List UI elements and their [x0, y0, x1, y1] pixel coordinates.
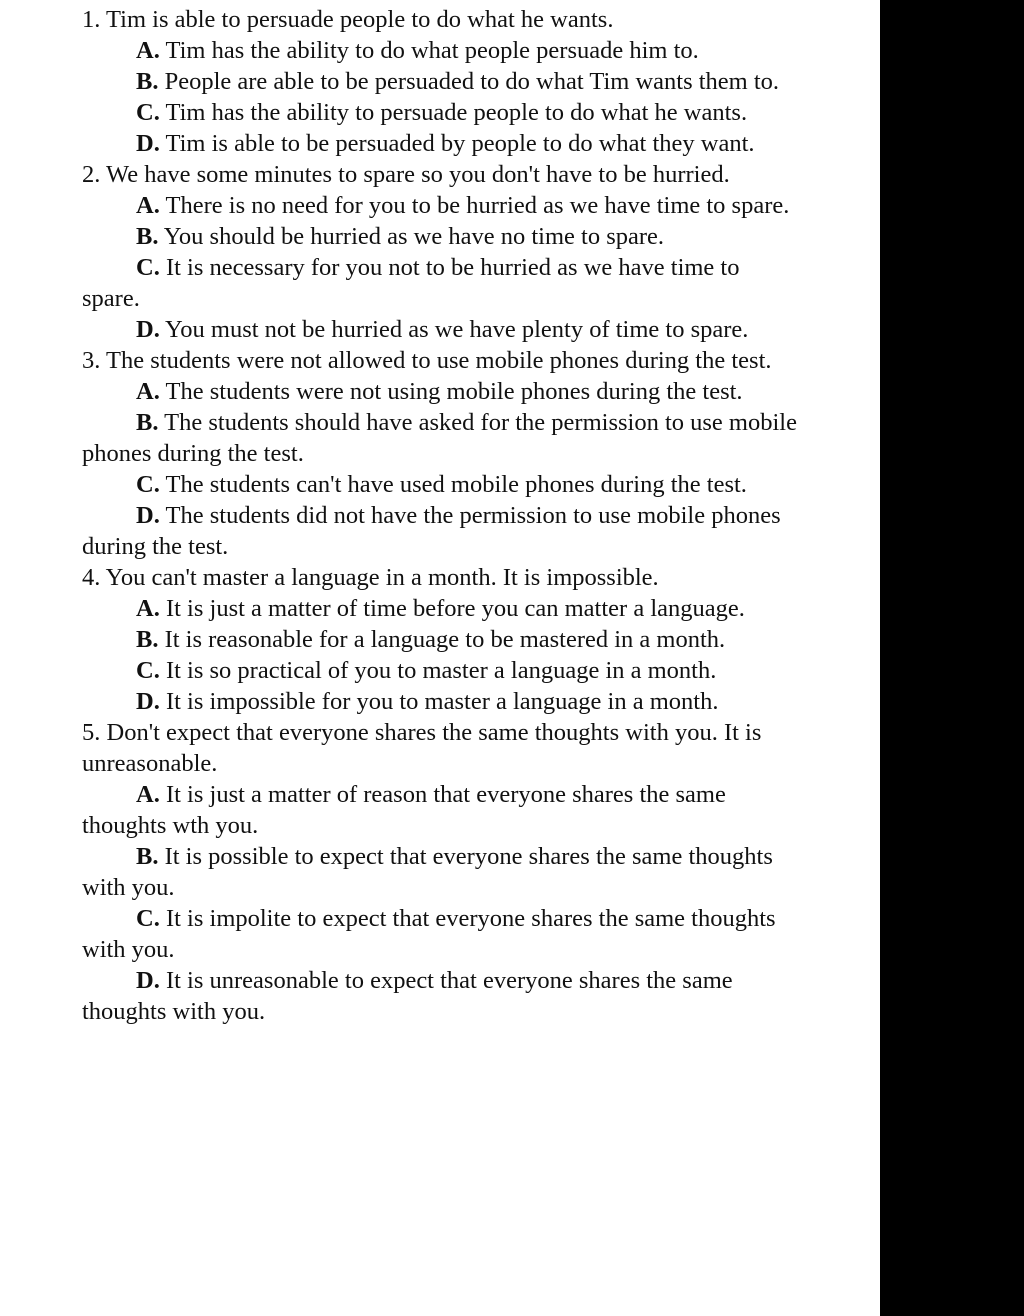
question-stem: 2. We have some minutes to spare so you don't have to be hurried.: [82, 161, 730, 188]
question-stem: 1. Tim is able to persuade people to do what he wants.: [82, 6, 614, 33]
option-letter: D.: [136, 967, 160, 994]
option-letter: C.: [136, 905, 160, 932]
option-letter: B.: [136, 68, 159, 95]
question-4: [82, 562, 797, 717]
option-a[interactable]: [82, 779, 797, 841]
option-letter: C.: [136, 99, 160, 126]
option-d[interactable]: [82, 314, 797, 345]
option-text: It is necessary for you not to be hurried as we have time to spare.: [82, 254, 740, 312]
option-letter: A.: [136, 781, 160, 808]
option-text: It is just a matter of time before you can matter a language.: [165, 595, 745, 622]
option-letter: D.: [136, 688, 160, 715]
option-b[interactable]: [82, 624, 797, 655]
question-5: [82, 717, 797, 1027]
option-c[interactable]: [82, 469, 797, 500]
option-text: You should be hurried as we have no time to spare.: [163, 223, 665, 250]
option-d[interactable]: [82, 128, 797, 159]
option-text: Tim has the ability to do what people persuade him to.: [165, 37, 699, 64]
option-letter: A.: [136, 192, 160, 219]
right-black-margin: [880, 0, 1024, 1316]
questions-list: [82, 4, 797, 1027]
option-b[interactable]: [82, 841, 797, 903]
option-letter: B.: [136, 626, 159, 653]
option-letter: C.: [136, 471, 160, 498]
option-letter: B.: [136, 223, 159, 250]
option-text: There is no need for you to be hurried as we have time to spare.: [165, 192, 790, 219]
option-letter: C.: [136, 254, 160, 281]
question-stem: 4. You can't master a language in a month. It is impossible.: [82, 564, 659, 591]
option-letter: A.: [136, 595, 160, 622]
option-text: You must not be hurried as we have plenty of time to spare.: [165, 316, 749, 343]
question-stem: 5. Don't expect that everyone shares the same thoughts with you. It is unreasonable.: [82, 719, 762, 777]
option-text: It is unreasonable to expect that everyone shares the same thoughts with you.: [82, 967, 733, 1025]
option-d[interactable]: [82, 965, 797, 1027]
option-d[interactable]: [82, 500, 797, 562]
option-text: It is possible to expect that everyone shares the same thoughts with you.: [82, 843, 773, 901]
option-c[interactable]: [82, 252, 797, 314]
option-text: Tim has the ability to persuade people to do what he wants.: [165, 99, 748, 126]
option-text: The students should have asked for the permission to use mobile phones during the test.: [82, 409, 797, 467]
option-text: It is so practical of you to master a language in a month.: [165, 657, 717, 684]
option-a[interactable]: [82, 593, 797, 624]
option-d[interactable]: [82, 686, 797, 717]
option-b[interactable]: [82, 66, 797, 97]
option-text: The students were not using mobile phones during the test.: [165, 378, 743, 405]
question-3: [82, 345, 797, 562]
question-1: [82, 4, 797, 159]
option-letter: B.: [136, 843, 159, 870]
option-text: It is just a matter of reason that everyone shares the same thoughts wth you.: [82, 781, 726, 839]
option-text: It is reasonable for a language to be mastered in a month.: [164, 626, 726, 653]
option-letter: C.: [136, 657, 160, 684]
option-b[interactable]: [82, 407, 797, 469]
option-a[interactable]: [82, 376, 797, 407]
option-c[interactable]: [82, 97, 797, 128]
option-text: The students did not have the permission to use mobile phones during the test.: [82, 502, 781, 560]
option-text: It is impossible for you to master a language in a month.: [165, 688, 719, 715]
option-letter: B.: [136, 409, 159, 436]
option-text: Tim is able to be persuaded by people to do what they want.: [165, 130, 755, 157]
option-text: The students can't have used mobile phones during the test.: [165, 471, 747, 498]
option-text: People are able to be persuaded to do what Tim wants them to.: [164, 68, 780, 95]
option-letter: D.: [136, 316, 160, 343]
option-c[interactable]: [82, 903, 797, 965]
question-stem: 3. The students were not allowed to use mobile phones during the test.: [82, 347, 772, 374]
option-letter: D.: [136, 502, 160, 529]
option-letter: D.: [136, 130, 160, 157]
option-letter: A.: [136, 378, 160, 405]
question-2: [82, 159, 797, 345]
option-text: It is impolite to expect that everyone shares the same thoughts with you.: [82, 905, 776, 963]
option-letter: A.: [136, 37, 160, 64]
option-c[interactable]: [82, 655, 797, 686]
option-b[interactable]: [82, 221, 797, 252]
option-a[interactable]: [82, 190, 797, 221]
option-a[interactable]: [82, 35, 797, 66]
